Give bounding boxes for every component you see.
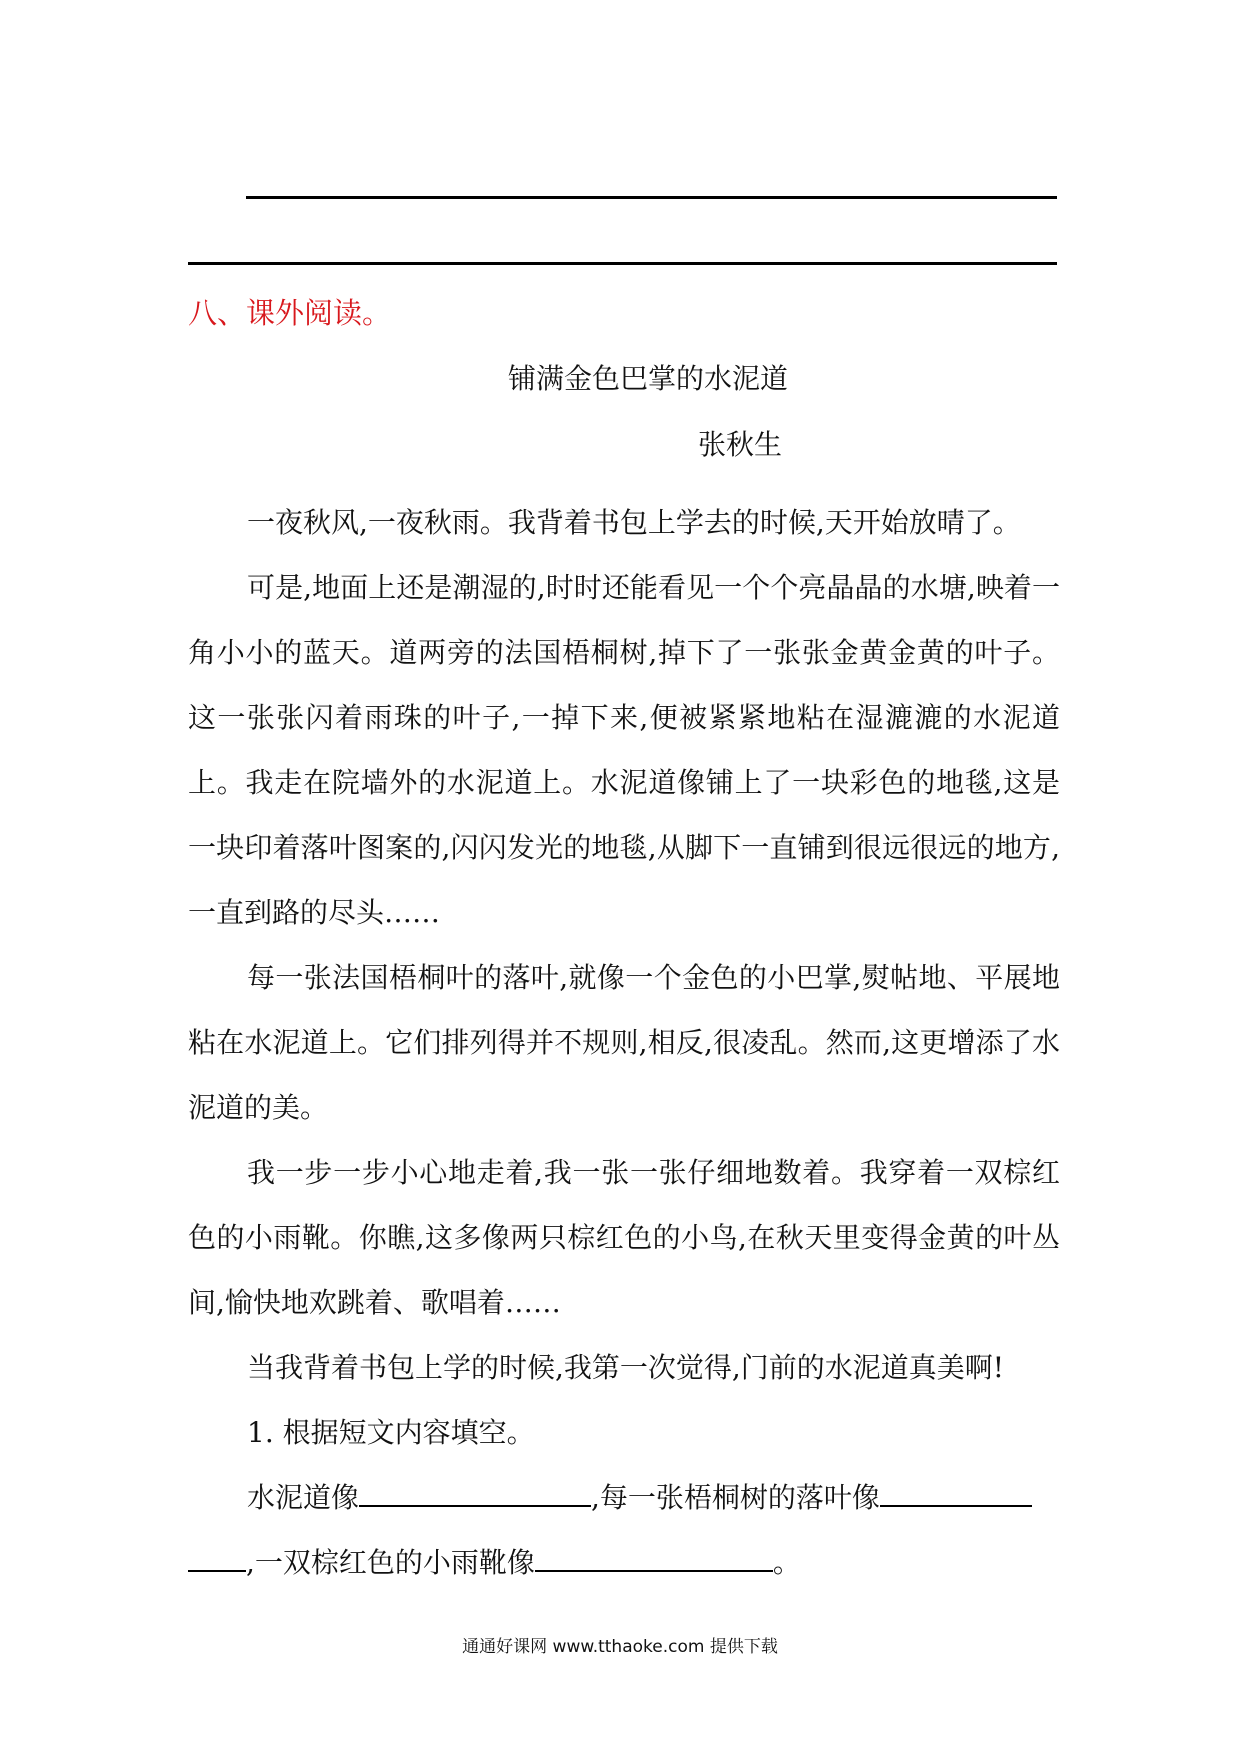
answer-blank[interactable] (188, 1542, 246, 1572)
question-text-part: 水泥道像 (247, 1481, 360, 1514)
answer-line-1 (246, 196, 1057, 199)
answer-blank[interactable] (359, 1477, 591, 1507)
answer-blank[interactable] (880, 1477, 1032, 1507)
question-prompt: 1. 根据短文内容填空。 (247, 1416, 535, 1449)
answer-blank[interactable] (535, 1542, 773, 1572)
article-paragraph: 当我背着书包上学的时候,我第一次觉得,门前的水泥道真美啊! (247, 1351, 1005, 1384)
question-text-part: 。 (772, 1546, 801, 1579)
fill-in-question (188, 1465, 1060, 1530)
article-author: 张秋生 (698, 428, 783, 461)
question-text-part: ,每一张梧桐树的落叶像 (591, 1481, 880, 1514)
article-body (188, 490, 1060, 1595)
article-title: 铺满金色巴掌的水泥道 (508, 362, 789, 395)
article-paragraph: 可是,地面上还是潮湿的,时时还能看见一个个亮晶晶的水塘,映着一角小小的蓝天。道两旁的法国梧桐树,掉下了一张张金黄金黄的叶子。这一张张闪着雨珠的叶子,一掉下来,便被紧紧地粘在湿漉漉的水泥道上。我走在院墙外的水泥道上。水泥道像铺上了一块彩色的地毯,这是一块印着落叶图案的,闪闪发光的地毯,从脚下一直铺到很远很远的地方,一直到路的尽头…… (188, 571, 1060, 929)
answer-line-2 (188, 262, 1057, 265)
article-paragraph: 一夜秋风,一夜秋雨。我背着书包上学去的时候,天开始放晴了。 (247, 506, 1021, 539)
article-paragraph: 每一张法国梧桐叶的落叶,就像一个金色的小巴掌,熨帖地、平展地粘在水泥道上。它们排列得并不规则,相反,很凌乱。然而,这更增添了水泥道的美。 (188, 961, 1060, 1124)
fill-in-question-continued (188, 1530, 1060, 1595)
footer-credit: 通通好课网 www.tthaoke.com 提供下载 (462, 1637, 778, 1657)
question-text-part: ,一双棕红色的小雨靴像 (246, 1546, 535, 1579)
article-paragraph: 我一步一步小心地走着,我一张一张仔细地数着。我穿着一双棕红色的小雨靴。你瞧,这多像两只棕红色的小鸟,在秋天里变得金黄的叶丛间,愉快地欢跳着、歌唱着…… (188, 1156, 1060, 1319)
section-heading: 八、课外阅读。 (188, 296, 392, 330)
